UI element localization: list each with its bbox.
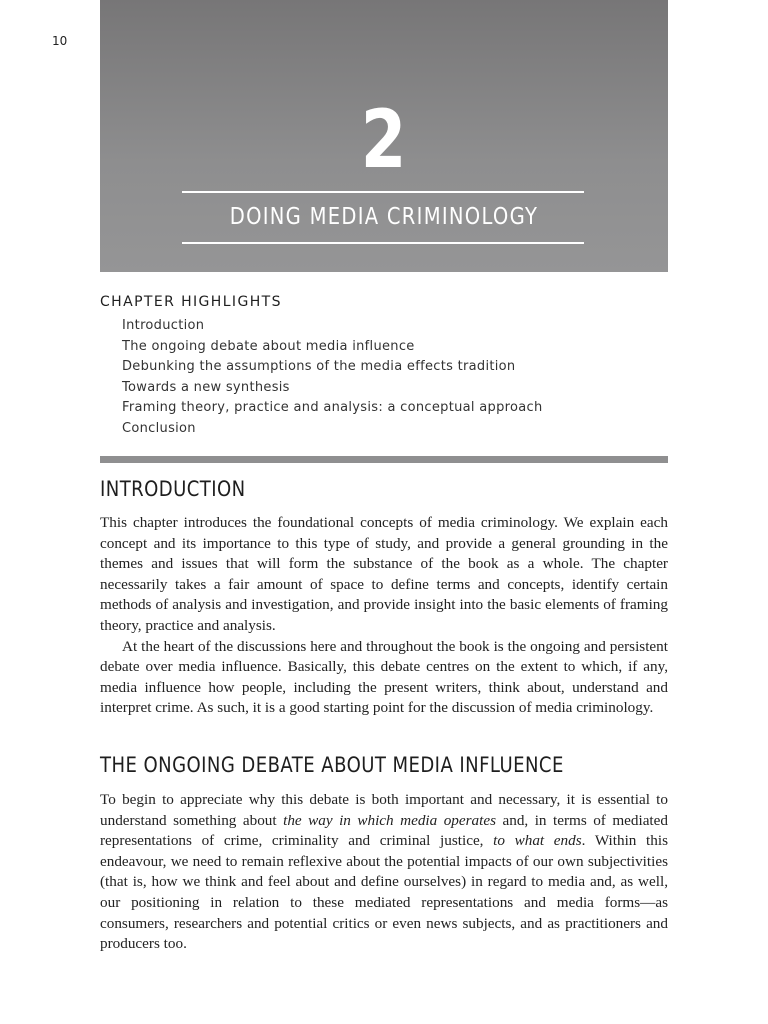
- banner-rule-top: [182, 191, 584, 193]
- highlight-item: Framing theory, practice and analysis: a conceptual approach: [122, 400, 543, 416]
- highlights-heading: CHAPTER HIGHLIGHTS: [100, 294, 282, 310]
- debate-body: [100, 790, 668, 955]
- page-number: 10: [52, 34, 68, 48]
- chapter-title: DOING MEDIA CRIMINOLOGY: [229, 204, 539, 230]
- highlights-list: [100, 316, 668, 440]
- text-run: . Within this endeavour, we need to remain reflexive about the potential impacts of our own subjectivities (that is, how we think and feel about and define ourselves) in regard to media and, as well, our positioning in relation to these mediated representations and media forms—as consumers, researchers and potential critics or even news subjects, and as practitioners and producers too.: [100, 832, 668, 953]
- chapter-number: 2: [360, 93, 408, 186]
- text-run: To begin to appreciate why this debate is both important and necessary, it is essential to understand something about: [100, 791, 668, 829]
- emphasis: to what ends: [493, 832, 582, 850]
- section-divider: [100, 456, 668, 463]
- introduction-body: [100, 513, 668, 719]
- chapter-highlights: [100, 294, 668, 440]
- highlight-item: Introduction: [122, 318, 205, 333]
- highlight-item: Towards a new synthesis: [122, 379, 290, 395]
- highlight-item: Debunking the assumptions of the media effects tradition: [122, 359, 516, 375]
- emphasis: the way in which media operates: [283, 811, 497, 829]
- banner-rule-bottom: [182, 242, 584, 244]
- highlight-item: The ongoing debate about media influence: [122, 338, 415, 354]
- chapter-banner: [100, 0, 668, 272]
- text-run: and, in terms of mediated representations of crime, criminality and criminal justice,: [100, 811, 668, 850]
- highlight-item: Conclusion: [122, 420, 196, 436]
- introduction-heading: INTRODUCTION: [100, 477, 246, 501]
- debate-heading: THE ONGOING DEBATE ABOUT MEDIA INFLUENCE: [100, 753, 564, 777]
- paragraph: [100, 790, 668, 955]
- paragraph: At the heart of the discussions here and throughout the book is the ongoing and persistent debate over media influence. Basically, this debate centres on the extent to which, if any, media influence how people, including the present writers, think about, understand and interpret crime. As such, it is a good starting point for the discussion of media criminology.: [100, 637, 668, 717]
- paragraph: This chapter introduces the foundational concepts of media criminology. We explain each concept and its importance to this type of study, and provide a general grounding in the themes and issues that will form the substance of the book as a whole. The chapter necessarily takes a fair amount of space to define terms and concepts, identify certain methods of analysis and investigation, and provide insight into the basic elements of framing theory, practice and analysis.: [100, 514, 668, 634]
